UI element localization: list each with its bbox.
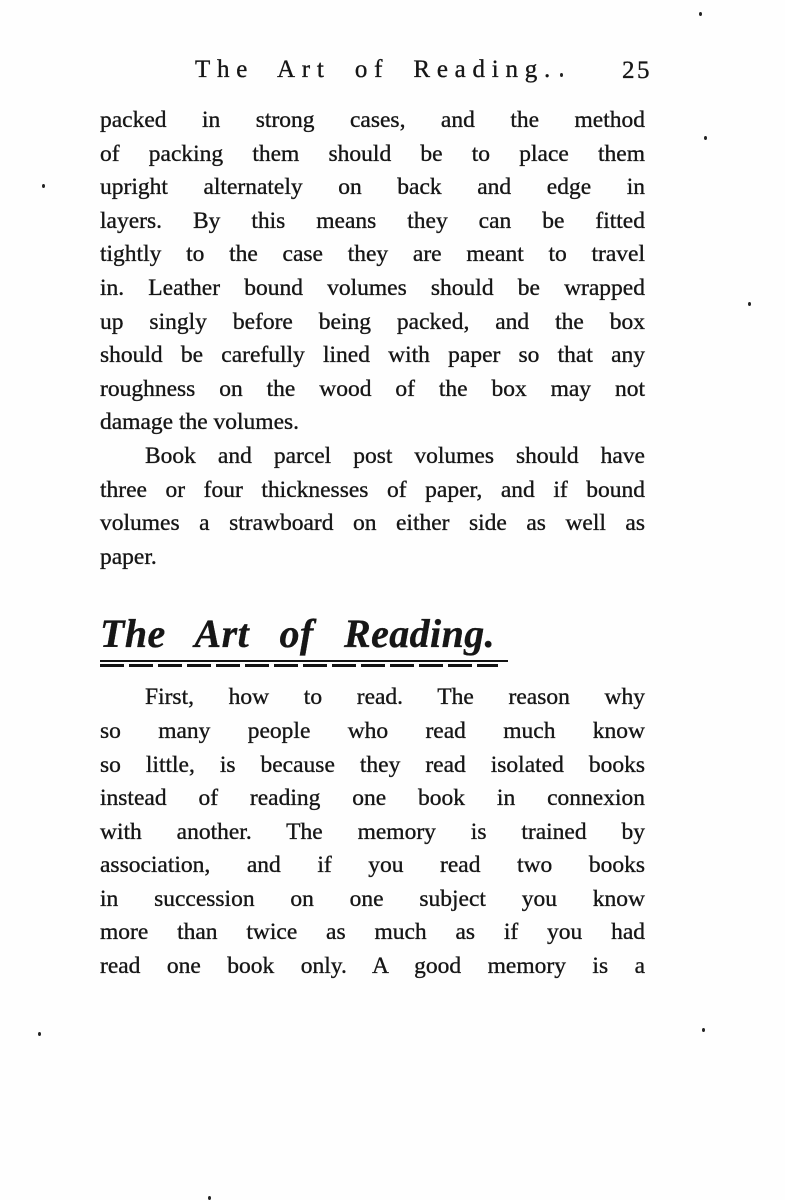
text-line: roughness on the wood of the box may not [100,375,645,402]
text-column [100,104,645,984]
text-line: paper. [100,543,157,570]
text-line: of packing them should be to place them [100,140,645,167]
text-line: up singly before being packed, and the box [100,308,645,335]
text-line: damage the volumes. [100,409,300,436]
heading-underline-broken-rule [100,664,498,667]
ink-speck [42,184,45,188]
text-line: more than twice as much as if you had [100,919,645,946]
text-line: three or four thicknesses of paper, and if bound [100,476,645,503]
text-line: association, and if you read two books [100,852,645,879]
text-line: layers. By this means they can be fitted [100,207,645,234]
ink-speck [748,302,751,306]
section-heading [100,611,645,667]
text-line: upright alternately on back and edge in [100,174,645,201]
text-line: tightly to the case they are meant to travel [100,241,645,268]
text-line: volumes a strawboard on either side as well as [100,510,645,537]
text-line: Book and parcel post volumes should have [145,442,645,469]
ink-speck [38,1032,41,1036]
ink-speck [699,12,702,16]
page-number: 25 [622,57,652,84]
ink-speck [704,136,707,140]
running-header [100,56,652,84]
text-line: read one book only. A good memory is a [100,953,645,980]
paragraph [100,104,645,440]
ink-speck [560,73,563,77]
text-line: should be carefully lined with paper so that any [100,342,645,369]
text-line: in. Leather bound volumes should be wrapped [100,274,645,301]
text-line: instead of reading one book in connexion [100,785,645,812]
ink-speck [702,1028,705,1032]
text-line: so little, is because they read isolated books [100,751,645,778]
text-line: in succession on one subject you know [100,885,645,912]
ink-speck [208,1196,211,1200]
heading-underline-thin-rule [100,660,508,662]
text-line: so many people who read much know [100,717,645,744]
paragraph [100,681,645,983]
text-line: First, how to read. The reason why [145,684,645,711]
running-header-title: The Art of Reading. [195,56,557,83]
section-heading-text: The Art of Reading. [100,611,496,657]
paragraph [100,440,645,574]
text-line: with another. The memory is trained by [100,818,645,845]
heading-underline [100,660,508,667]
text-line: packed in strong cases, and the method [100,107,645,133]
